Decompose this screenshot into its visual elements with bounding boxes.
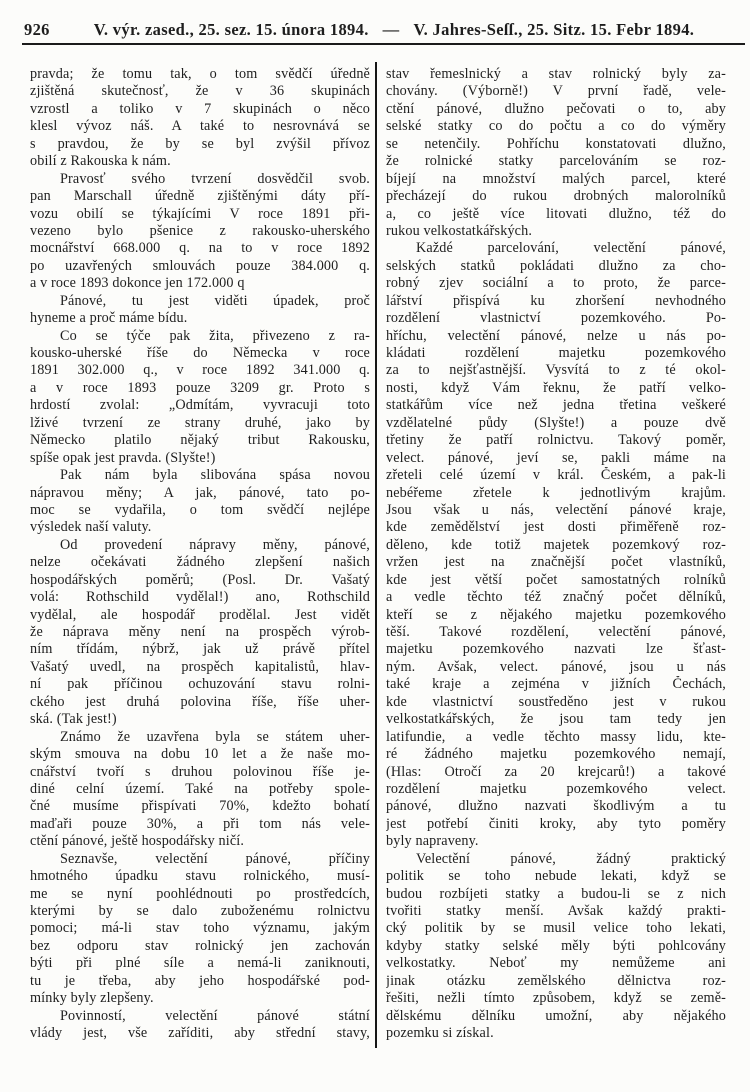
text-line: Vašatý uvedl, na prospěch kapitalistů, hlav- [30,658,370,675]
text-line: me se nyní poohlédnouti po prostředcích, [30,885,370,902]
text-line: ré žádného majetku pozemkového nemají, [386,746,726,763]
paragraph [386,240,726,850]
text-line: lživé tvrzení ze strany druhé, jako by [30,414,370,431]
text-line: zjištěná skutečnosť, že v 36 skupinách [30,83,370,100]
text-line: robný zjev sociální a to proto, že parce- [386,275,726,292]
text-line: býti při plné síle a nemá-li zaniknouti, [30,955,370,972]
text-line: ní pak příčinou ochuzování stavu rolni- [30,676,370,693]
text-line: ctění pánové, ještě hospodářsky ničí. [30,833,245,850]
text-line: řešiti, nežli tímto způsobem, když se země- [386,990,726,1007]
text-line: kousko-uherské říše do Německa v roce [30,345,370,361]
text-line: ctění pánové, dlužno pečovati o to, aby [386,100,726,117]
text-line: vržen jest na značnější počet vlastníků, [386,554,726,571]
text-line: zřeteli celé území v král. Českém, a pak-li [386,467,726,484]
text-line: dělskému dělníku umožní, aby nějakého [386,1007,726,1024]
text-line: že náprava měny není na prospěch výrob- [30,624,370,640]
text-line: hříchu, velectění pánové, nelze u nás po- [386,327,726,344]
paragraph [30,537,370,729]
text-line: velkostatkářských, že jsou tam tedy jen [386,711,726,728]
text-line: kteří se z nějakého majetku pozemkového [386,606,726,623]
header-title-czech: V. výr. zased., 25. sez. 15. února 1894. [93,20,369,39]
text-line: spíše opak jest pravda. (Slyšte!) [30,449,216,466]
text-line: a, co ještě více litovati dlužno, též do [386,205,726,222]
text-line: vlády jest, vše zaříditi, aby střední stavy, [30,1025,370,1042]
text-line: velect. pánové, jeví se, pakli máme na [386,449,726,466]
text-line: těší. Takové rozdělení, velectění pánové, [386,624,726,640]
paragraph [30,171,370,293]
text-line: třetiny že patří rolnictvu. Takový poměr, [386,432,726,449]
text-line: Německo platilo nějaký tribut Rakousku, [30,432,370,449]
text-line: hrdostí zvolal: „Odmítám, vyvracuji toto [30,397,370,414]
text-line: rozdělení vlastnictví pozemkového. Po- [386,310,726,327]
text-line: jinak otázku zemělského dělnictva roz- [386,972,726,989]
text-line: cký politik by se musil velice toho lekati, [386,920,726,937]
text-line: latifundie, a vedle těchto massy lidu, kte- [386,728,726,745]
page-header [0,20,750,42]
text-line: ská. (Tak jest!) [30,711,117,728]
text-line: kde vlastnictví soustředěno jest v rukou [386,693,726,710]
text-line: čné musíme přispívati 70%, kdežto bohatí [30,798,370,815]
text-line: bíjejí na množství malých parcel, které [386,170,726,187]
column-divider-line [375,62,377,1048]
text-line: cnářství tvoří s druhou polovinou říše je- [30,763,370,780]
text-line: budou rozbíjeti statky a budou-li se z nich [386,885,726,902]
text-line: hmotného úpadku stavu rolnického, musí- [30,868,370,885]
text-line: mocnářství 668.000 q. na to v roce 1892 [30,240,370,257]
paragraph [386,66,726,240]
text-line: ckého jest druhá polovina říše, říše uher- [30,693,370,710]
text-line: hyneme a proč máme bídu. [30,310,188,327]
text-line: vozu obilí se týkajícími V roce 1891 při- [30,205,370,222]
text-line: kterými by se dalo zuboženému rolnictvu [30,903,370,919]
text-line: mínky byly zlepšeny. [30,990,154,1007]
text-line: přecházejí do rukou drobných malorolníků [386,188,726,205]
text-line: Seznavše, velectění pánové, příčiny [60,850,370,867]
text-line: nápravou měny; A jak, pánové, tato po- [30,484,370,501]
text-line: byly napraveny. [386,833,479,850]
paragraph [30,328,370,468]
text-line: a v roce 1893 pouze 3209 gr. Proto s [30,379,370,396]
text-line: pravda; že tomu tak, o tom svědčí úředně [30,66,370,82]
text-line: kdyby statky selské měly býti pohlcovány [386,937,726,954]
header-separator-dash: — [382,20,400,39]
text-line: maďaři pouze 30%, a při tom nás vele- [30,815,370,832]
text-line: Co se týče pak žita, přivezeno z ra- [60,327,370,344]
text-line: tvořiti statky menší. Avšak každý prakti- [386,903,726,919]
paragraph [30,729,370,851]
text-line: ským smouva na dobu 10 let a že naše mo- [30,746,370,763]
text-line: Od provedení nápravy měny, pánové, [60,536,370,553]
text-line: ným. Avšak, velect. pánové, jsou u nás [386,658,726,675]
paragraph [30,66,370,171]
text-line: stav řemeslnický a stav rolnický byly za- [386,66,726,82]
text-line: 1891 302.000 q., v roce 1892 341.000 q. [30,362,370,379]
text-line: nosti, když Vám řeknu, že patří velko- [386,379,726,396]
text-line: pomoci; má-li stav toho významu, jakým [30,920,370,937]
text-line: ním třídám, nýbrž, jak už právě přítel [30,641,370,658]
text-line: také kraje a zejména v jižních Čechách, [386,676,726,693]
header-rule-line [22,43,745,45]
paragraph [30,467,370,537]
text-line: pozemku si získal. [386,1025,494,1042]
text-line: statkářům více než jedna třetina veškeré [386,397,726,414]
right-text-column [386,66,726,1043]
text-line: (Hlas: Otročí za 20 krejcarů!) a takové [386,763,726,780]
text-line: Velectění pánové, žádný praktický [416,850,726,867]
text-line: volá: Rothschild vydělal!) ano, Rothschild [30,589,370,606]
text-line: kde zemědělství jest dosti přiměřeně roz- [386,519,726,536]
text-line: vydělal, ale hospodář prodělal. Jest vidět [30,606,370,623]
paragraph [30,293,370,328]
text-line: Pánové, tu jest viděti úpadek, proč [60,292,370,309]
text-line: rukou velkostatkářských. [386,222,533,239]
text-line: a vedle těchto též značný počet dělníků, [386,589,726,606]
text-line: selské statky co do počtu a co do výměry [386,118,726,135]
left-text-column [30,66,370,1043]
text-line: jest potřebí činiti kroky, aby tyto poměry [386,815,726,832]
text-line: bez odporu stav rolnický jen zachován [30,937,370,954]
text-line: a v roce 1893 dokonce jen 172.000 q [30,275,245,292]
header-title-german-fraktur: V. Jahres-Seſſ., 25. Sitz. 15. Febr 1894. [413,20,695,39]
text-line: Pak nám byla slibována spása novou [60,467,370,484]
text-line: Jsou však u nás, velectění pánové kraje, [386,501,726,518]
text-line: selských statků pokládati dlužno za cho- [386,257,726,274]
text-line: vezeno bylo pšenice z rakousko-uherského [30,222,370,239]
text-line: Každé parcelování, velectění pánové, [416,240,726,257]
text-line: obilí z Rakouska k nám. [30,153,171,170]
text-line: že rolnické statky parcelováním se roz- [386,153,726,170]
text-line: vzdělatelné půdy (Slyšte!) a pouze dvě [386,414,726,431]
text-line: výsledek naší valuty. [30,519,152,536]
text-line: děleno, kde totiž majetek pozemkový roz- [386,536,726,553]
text-line: pánové, dlužno nazvati škodlivým a tu [386,798,726,815]
text-line: klesl vývoz náš. A také to nesrovnává se [30,118,370,135]
text-line: se netenčily. Pohříchu konstatovati dlužno, [386,135,726,152]
text-line: pan Marschall úředně zjištěnými dáty pří- [30,188,370,205]
text-line: politik se toho nebude lekati, když se [386,868,726,885]
text-line: Pravosť svého tvrzení dosvědčil svob. [60,170,370,187]
text-line: Povinností, velectění pánové státní [60,1007,370,1024]
paragraph [30,1008,370,1043]
text-line: rozdělení majetku pozemkového velect. [386,780,726,797]
text-line: diné celní území. Také na potřeby spole- [30,780,370,797]
text-line: nelze očekávati žádného zlepšení našich [30,554,370,571]
text-line: lářství přispívá ku zhoršení nevhodného [386,292,726,309]
text-line: po uzavřených smlouvách pouze 384.000 q. [30,257,370,274]
text-line: moc se vydařila, o tom svědčí nejlépe [30,501,370,518]
text-line: tu je třeba, aby jeho hospodářské pod- [30,972,370,989]
text-line: hospodářských poměrů; (Posl. Dr. Vašatý [30,571,370,588]
text-line: majetku pozemkového nazvati lze šťast- [386,641,726,658]
text-line: kde jest větší počet samostatných rolníků [386,571,726,588]
text-line: nebéřeme zřetele k jednotlivým krajům. [386,484,726,501]
text-line: kládati rozdělení majetku pozemkového [386,345,726,361]
text-line: chovány. (Výborně!) V první řadě, vele- [386,83,726,100]
paragraph [386,851,726,1043]
paragraph [30,851,370,1008]
text-line: vzrostl a toliko v 7 skupinách o něco [30,100,370,117]
text-line: Známo že uzavřena byla se státem uher- [60,728,370,745]
text-line: velkostatky. Neboť my nemůžeme ani [386,955,726,972]
text-line: s pravdou, že by se byl zvýšil přívoz [30,135,370,152]
page-number: 926 [24,20,50,39]
text-line: za to nejšťastnější. Vysvítá to z té okol- [386,362,726,379]
